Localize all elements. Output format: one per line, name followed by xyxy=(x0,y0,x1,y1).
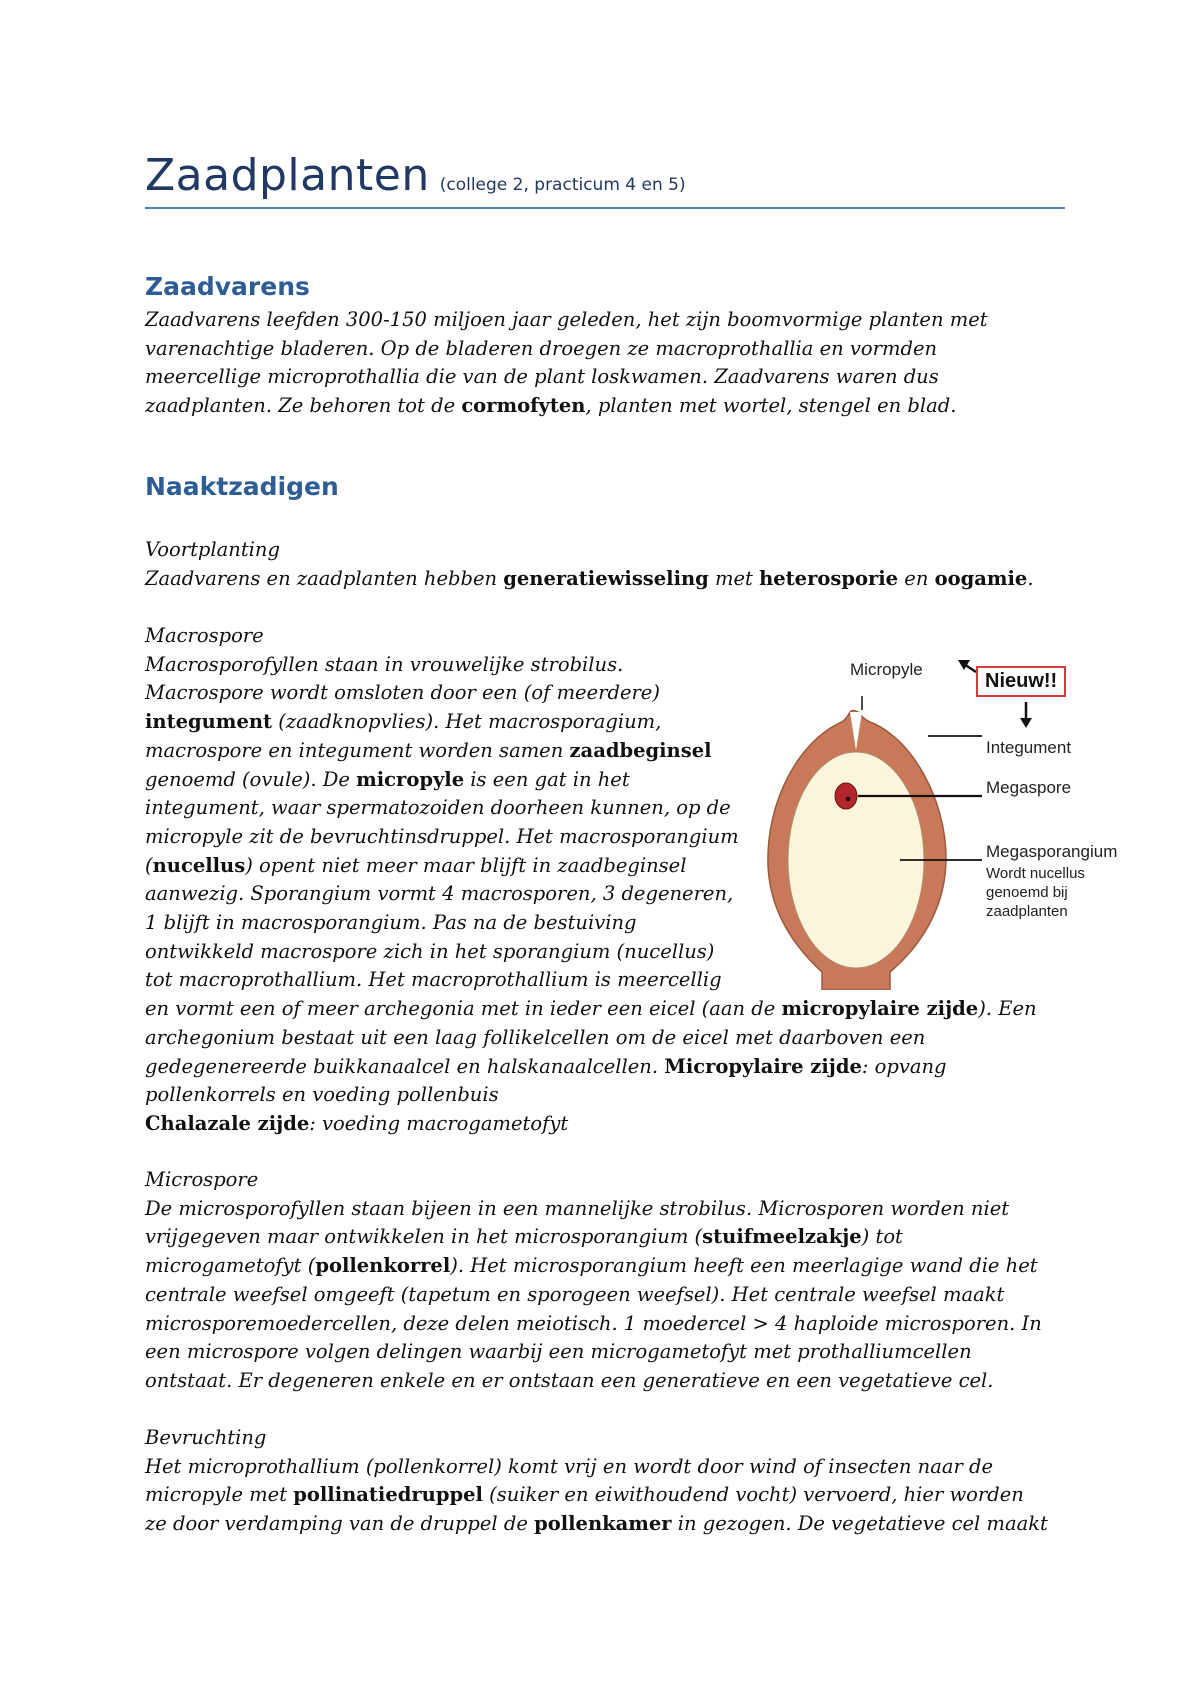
text-line: archegonium bestaat uit een laag follikelcellen om de eicel met daarboven een xyxy=(145,1025,926,1049)
text-line: microgametofyt (pollenkorrel). Het microsporangium heeft een meerlagige wand die het xyxy=(145,1254,1038,1278)
ovule-diagram xyxy=(760,650,1150,990)
text-line: 1 blijft in macrosporangium. Pas na de bestuiving xyxy=(145,911,637,935)
text-line: genoemd (ovule). De micropyle is een gat in het xyxy=(145,767,630,791)
text-line: centrale weefsel omgeeft (tapetum en sporogeen weefsel). Het centrale weefsel maakt xyxy=(145,1282,1005,1306)
text-line: meercellige microprothallia die van de plant loskwamen. Zaadvarens waren dus xyxy=(145,365,939,389)
text-line: integument (zaadknopvlies). Het macrosporagium, xyxy=(145,710,662,734)
text-line: een microspore volgen delingen waarbij een microgametofyt met prothalliumcellen xyxy=(145,1340,972,1364)
text-line: (nucellus) opent niet meer maar blijft in zaadbeginsel xyxy=(145,853,687,877)
text-line: zaadplanten. Ze behoren tot de cormofyten, planten met wortel, stengel en blad. xyxy=(145,394,957,418)
label-integument: Integument xyxy=(986,738,1072,757)
ovule-drawing xyxy=(760,650,1150,990)
text-line: Macrosporofyllen staan in vrouwelijke strobilus. xyxy=(145,652,624,676)
title-subtitle: (college 2, practicum 4 en 5) xyxy=(439,175,686,195)
text-line: vrijgegeven maar ontwikkelen in het microsporangium (stuifmeelzakje) tot xyxy=(145,1225,903,1249)
text-line: tot macroprothallium. Het macroprothallium is meercellig xyxy=(145,968,722,992)
subheading-bevruchting: Bevruchting xyxy=(145,1426,267,1449)
text-line: Het microprothallium (pollenkorrel) komt vrij en wordt door wind of insecten naar de xyxy=(145,1454,994,1478)
badge-nieuw: Nieuw!! xyxy=(976,666,1066,697)
text-line: ontstaat. Er degeneren enkele en er ontstaan een generatieve en een vegetatieve cel. xyxy=(145,1368,994,1392)
text-line: microsporemoedercellen, deze delen meiotisch. 1 moedercel > 4 haploide microsporen. In xyxy=(145,1311,1042,1335)
heading-naaktzadigen: Naaktzadigen xyxy=(145,472,339,501)
label-megaspore: Megaspore xyxy=(986,778,1072,797)
text-line: ontwikkeld macrospore zich in het sporangium (nucellus) xyxy=(145,939,715,963)
title-main: Zaadplanten xyxy=(145,150,430,201)
heading-zaadvarens: Zaadvarens xyxy=(145,272,310,301)
megaspore-shape xyxy=(835,783,857,809)
text-line: micropyle zit de bevruchtinsdruppel. Het macrosporangium xyxy=(145,824,739,848)
text-line: integument, waar spermatozoiden doorheen kunnen, op de xyxy=(145,796,731,820)
text-line: macrospore en integument worden samen zaadbeginsel xyxy=(145,738,712,762)
paragraph-microspore xyxy=(145,1166,1042,1396)
note-nucellus: Wordt nucellus genoemd bij zaadplanten xyxy=(986,865,1085,920)
paragraph-bevruchting xyxy=(145,1424,1048,1539)
term-cormofyten: cormofyten xyxy=(461,394,586,418)
label-megasporangium: Megasporangium xyxy=(986,842,1118,861)
text-line: micropyle met pollinatiedruppel (suiker en eiwithoudend vocht) vervoerd, hier worden xyxy=(145,1483,1024,1507)
text-line: ze door verdamping van de druppel de pollenkamer in gezogen. De vegetatieve cel maakt xyxy=(145,1512,1048,1536)
subheading-microspore: Microspore xyxy=(145,1168,259,1191)
text-line: Chalazale zijde: voeding macrogametofyt xyxy=(145,1111,569,1135)
text-line: varenachtige bladeren. Op de bladeren droegen ze macroprothallia en vormden xyxy=(145,336,938,360)
label-micropyle: Micropyle xyxy=(850,660,923,679)
text-line: gedegenereerde buikkanaalcel en halskanaalcellen. Micropylaire zijde: opvang xyxy=(145,1054,947,1078)
text-line: De microsporofyllen staan bijeen in een mannelijke strobilus. Microsporen worden niet xyxy=(145,1196,1010,1220)
text-line: Zaadvarens en zaadplanten hebben generatiewisseling met heterosporie en oogamie. xyxy=(145,566,1034,590)
subheading-voortplanting: Voortplanting xyxy=(145,538,280,561)
subheading-macrospore: Macrospore xyxy=(145,624,264,647)
text-line: aanwezig. Sporangium vormt 4 macrosporen, 3 degeneren, xyxy=(145,882,734,906)
text-line: pollenkorrels en voeding pollenbuis xyxy=(145,1083,499,1107)
text-line: en vormt een of meer archegonia met in ieder een eicel (aan de micropylaire zijde). Een xyxy=(145,997,1037,1021)
text-line: Zaadvarens leefden 300-150 miljoen jaar geleden, het zijn boomvormige planten met xyxy=(145,308,988,331)
paragraph-voortplanting xyxy=(145,536,1034,593)
paragraph-zaadvarens xyxy=(145,306,988,421)
page-title xyxy=(145,150,1065,209)
text-line: Macrospore wordt omsloten door een (of meerdere) xyxy=(145,681,660,705)
